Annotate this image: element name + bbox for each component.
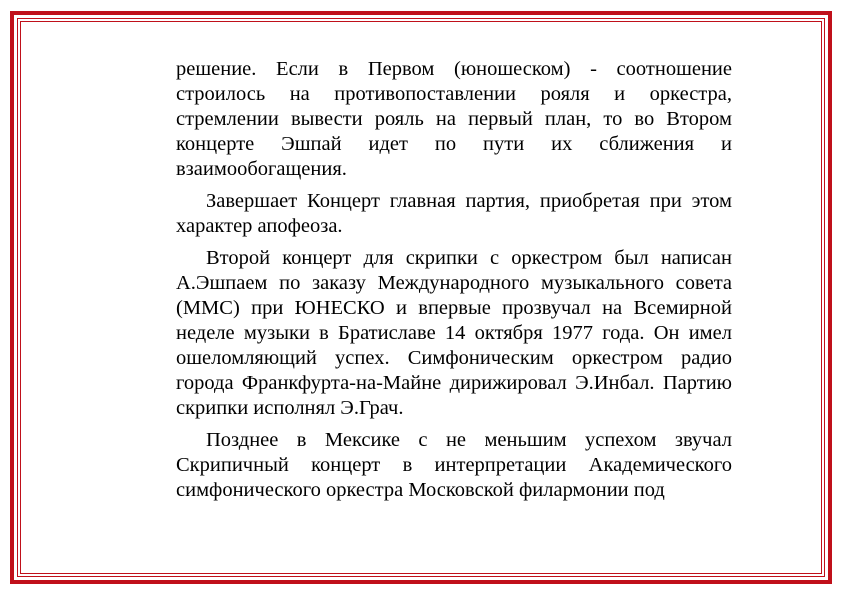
paragraph-finale: Завершает Концерт главная партия, приобретая при этом характер апофеоза.: [176, 190, 732, 237]
paragraph-violin-concerto: Второй концерт для скрипки с оркестром был написан А.Эшпаем по заказу Международного музыкального совета (ММС) при ЮНЕСКО и впервые прозвучал на Всемирной неделе музыки в Братиславе 14 октября 1977 года. Он имел ошеломляющий успех. Симфоническим оркестром радио города Франкфурта-на-Майне дирижировал Э.Инбал. Партию скрипки исполнял Э.Грач.: [176, 247, 732, 419]
document-text: [176, 57, 732, 503]
paragraph-continued: решение. Если в Первом (юношеском) - соотношение строилось на противопоставлении рояля и оркестра, стремлении вывести рояль на первый план, то во Втором концерте Эшпай идет по пути их сближения и взаимообогащения.: [176, 58, 732, 180]
paragraph-mexico: Позднее в Мексике с не меньшим успехом звучал Скрипичный концерт в интерпретации Академического симфонического оркестра Московской филармонии под: [176, 429, 732, 501]
